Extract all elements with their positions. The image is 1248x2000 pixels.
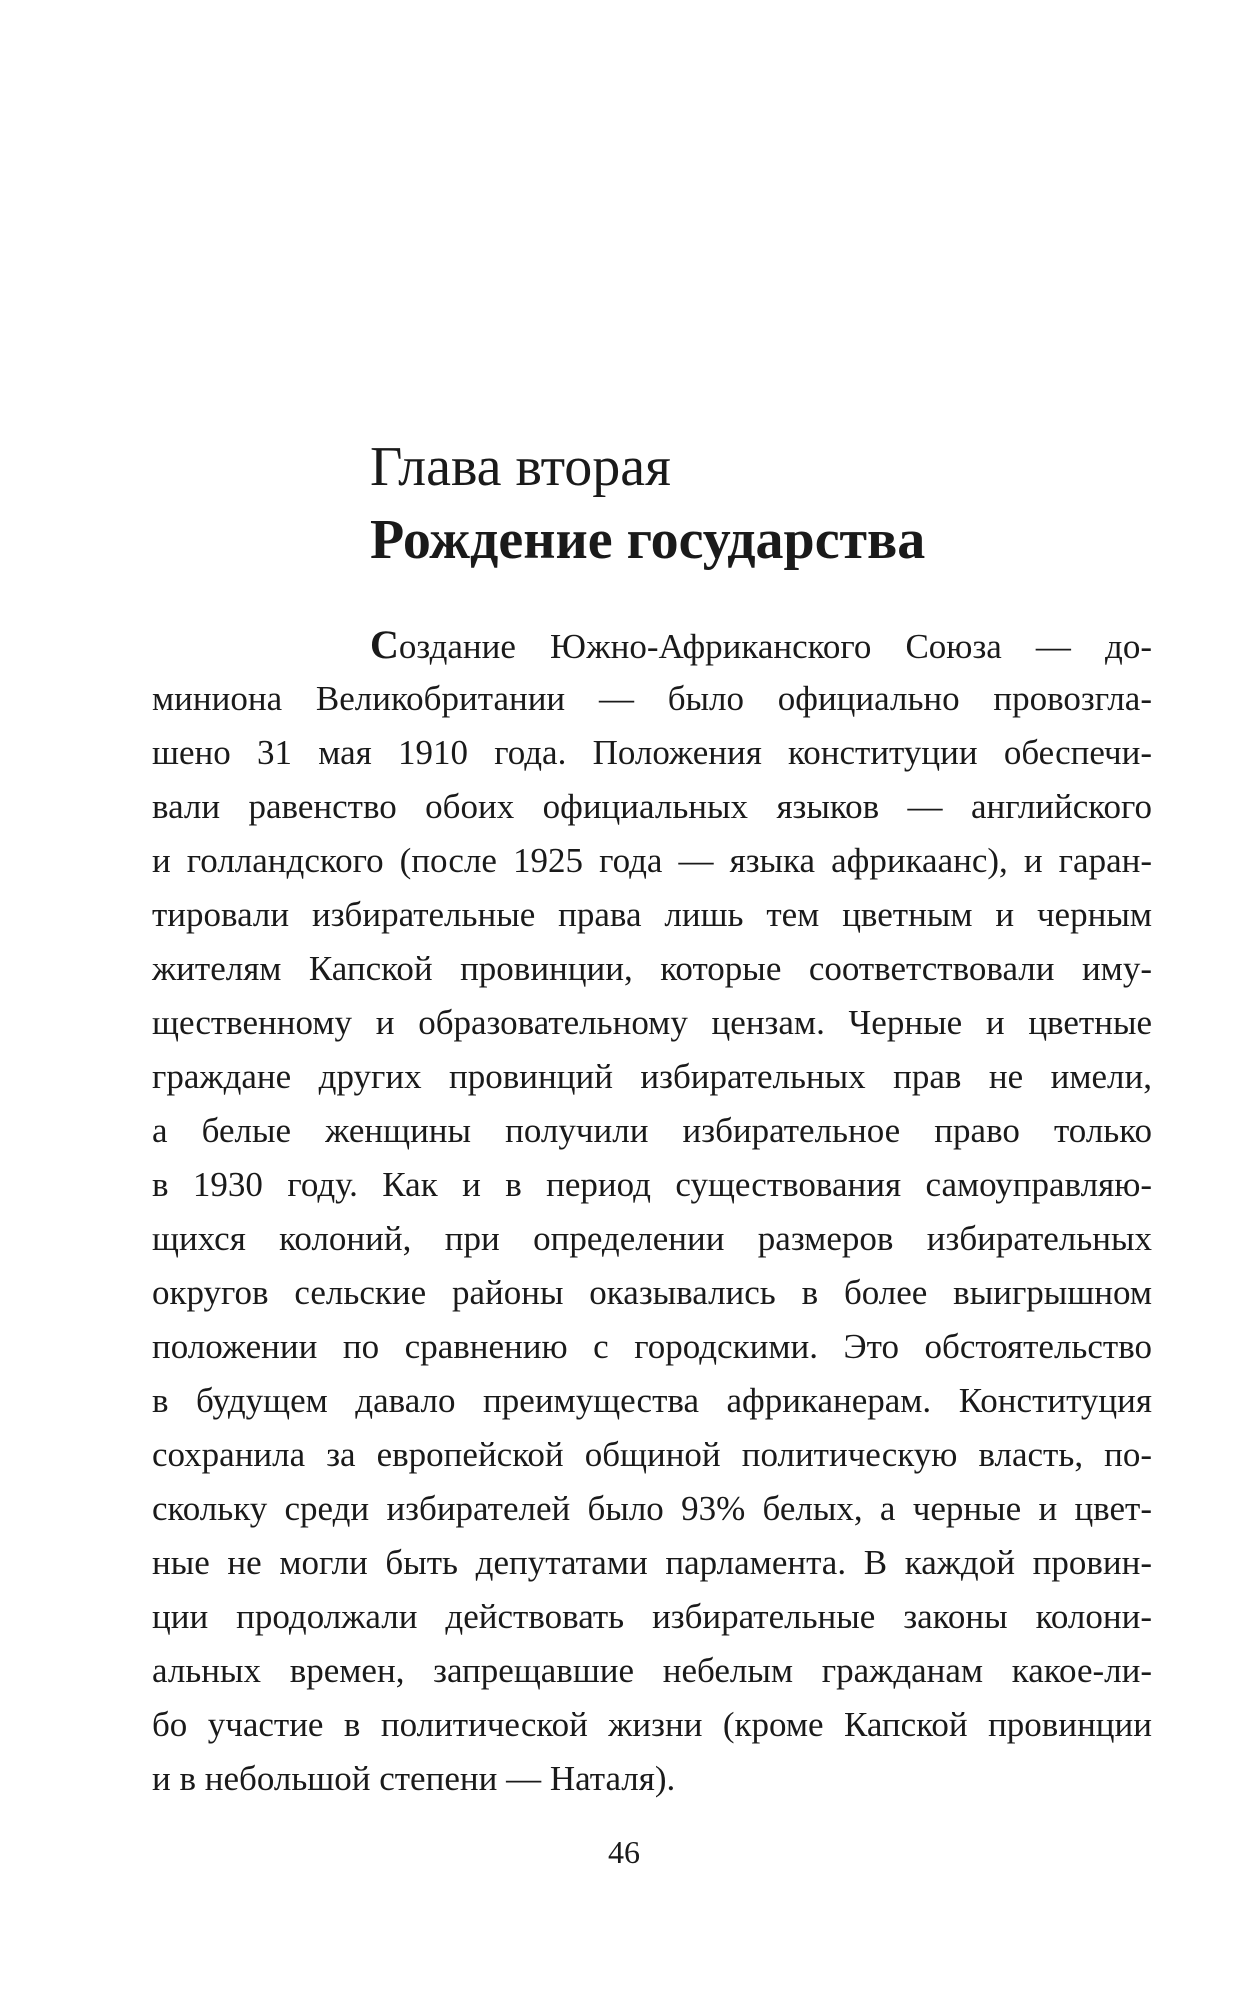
paragraph-line: жителям Капской провинции, которые соответствовали иму- [152, 949, 1152, 988]
paragraph-line: вали равенство обоих официальных языков — английского [152, 787, 1152, 826]
paragraph-line: и голландского (после 1925 года — языка африкаанс), и гаран- [152, 841, 1152, 880]
paragraph-line: в 1930 году. Как и в период существования самоуправляю- [152, 1165, 1152, 1204]
paragraph-line: а белые женщины получили избирательное право только [152, 1111, 1152, 1150]
paragraph-line: бо участие в политической жизни (кроме Капской провинции [152, 1705, 1152, 1744]
paragraph-line: сохранила за европейской общиной политическую власть, по- [152, 1435, 1152, 1474]
chapter-title: Рождение государства [370, 509, 926, 571]
paragraph-line: альных времен, запрещавшие небелым гражданам какое-ли- [152, 1651, 1152, 1690]
paragraph-line-text: оздание Южно-Африканского Союза — до- [398, 627, 1152, 666]
paragraph-line: ции продолжали действовать избирательные законы колони- [152, 1597, 1152, 1636]
paragraph-line: щихся колоний, при определении размеров избирательных [152, 1219, 1152, 1258]
paragraph-line: округов сельские районы оказывались в более выигрышном [152, 1273, 1152, 1312]
paragraph-line: шено 31 мая 1910 года. Положения конституции обеспечи- [152, 733, 1152, 772]
paragraph-line: и в небольшой степени — Наталя). [152, 1759, 676, 1798]
paragraph-line: ные не могли быть депутатами парламента. В каждой провин- [152, 1543, 1152, 1582]
initial-letter: С [370, 622, 399, 667]
paragraph-line: скольку среди избирателей было 93% белых, а черные и цвет- [152, 1489, 1152, 1528]
paragraph [152, 618, 1152, 1806]
paragraph-line [152, 618, 1152, 672]
paragraph-line: граждане других провинций избирательных прав не имели, [152, 1057, 1152, 1096]
paragraph-line: положении по сравнению с городскими. Это обстоятельство [152, 1327, 1152, 1366]
paragraph-line: в будущем давало преимущества африканерам. Конституция [152, 1381, 1152, 1420]
paragraph-line: миниона Великобритании — было официально провозгла- [152, 679, 1152, 718]
paragraph-line: тировали избирательные права лишь тем цветным и черным [152, 895, 1152, 934]
page-number: 46 [608, 1834, 640, 1870]
chapter-label: Глава вторая [370, 436, 671, 498]
paragraph-line: щественному и образовательному цензам. Черные и цветные [152, 1003, 1152, 1042]
